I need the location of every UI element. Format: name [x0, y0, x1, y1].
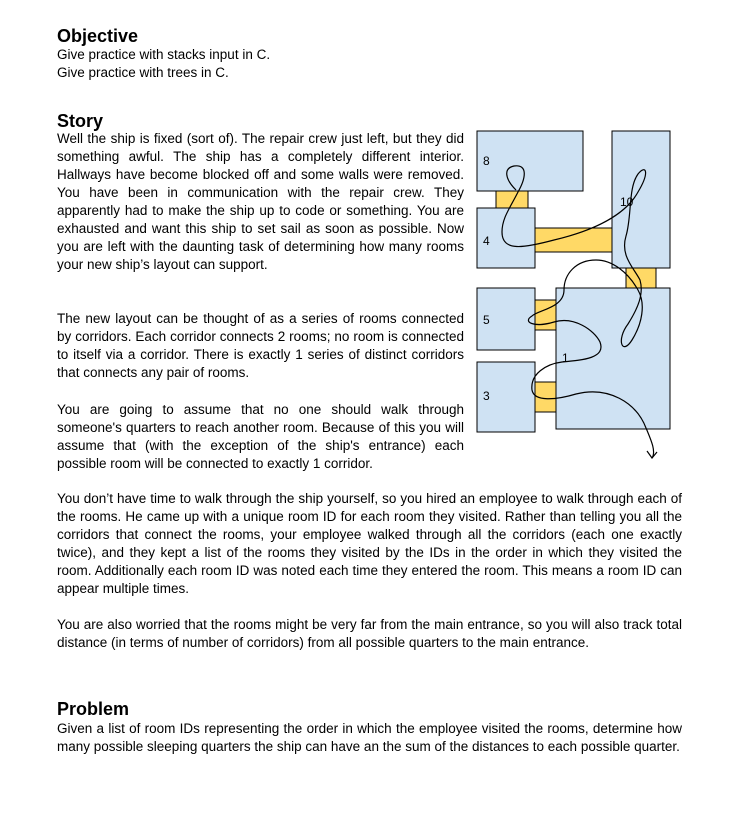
- hallway-8-4: [496, 190, 528, 210]
- room-8: [477, 131, 583, 191]
- room-5-label: 5: [483, 313, 490, 327]
- room-1: [556, 288, 670, 429]
- hallway-5-1: [534, 300, 556, 330]
- room-4-label: 4: [483, 234, 490, 248]
- room-1-label: 1: [562, 351, 569, 365]
- story-paragraph-4: You don’t have time to walk through the ship yourself, so you hired an employee to walk through each of the rooms. He came up with a unique room ID for each room they visited. Rather than telling you all the corridors that connect the rooms, your employee walked through all the corridors (each one exactly twice), and they kept a list of the rooms they visited by the IDs in the order in which they visited the room. Additionally each room ID was noted each time they entered the room. This means a room ID can appear multiple times.: [57, 491, 682, 596]
- room-10-label: 10: [620, 195, 634, 209]
- story-heading: Story: [57, 111, 104, 131]
- ship-layout-diagram: [476, 130, 676, 465]
- hallway-4-10: [534, 228, 612, 252]
- story-paragraph-5: You are also worried that the rooms might be very far from the main entrance, so you will also track total distance (in terms of number of corridors) from all possible quarters to the main entrance.: [57, 617, 682, 650]
- story-paragraph-1: Well the ship is fixed (sort of). The repair crew just left, but they did something awful. The ship has a completely different interior. Hallways have become blocked off and some walls were removed. You have been in communication with the repair crew. They apparently had to make the ship up to code or something. You are exhausted and want this ship to set sail as soon as possible. Now you are left with the daunting task of determining how many rooms your new ship’s layout can support.: [57, 131, 464, 272]
- objective-line-1: Give practice with stacks input in C.: [57, 47, 271, 62]
- room-8-label: 8: [483, 154, 490, 168]
- story-paragraph-2: The new layout can be thought of as a series of rooms connected by corridors. Each corridor connects 2 rooms; no room is connected to itself via a corridor. There is exactly 1 series of distinct corridors that connects any pair of rooms.: [57, 311, 464, 380]
- objective-heading: Objective: [57, 26, 139, 46]
- objective-line-2: Give practice with trees in C.: [57, 65, 229, 80]
- problem-paragraph: Given a list of room IDs representing the order in which the employee visited the rooms, determine how many possible sleeping quarters the ship can have an the sum of the distances to each possible quarter.: [57, 721, 682, 754]
- story-paragraph-3: You are going to assume that no one should walk through someone's quarters to reach another room. Because of this you will assume that (with the exception of the ship's entrance) each possible room will be connected to exactly 1 corridor.: [57, 402, 464, 471]
- room-3-label: 3: [483, 389, 490, 403]
- problem-heading: Problem: [57, 699, 130, 719]
